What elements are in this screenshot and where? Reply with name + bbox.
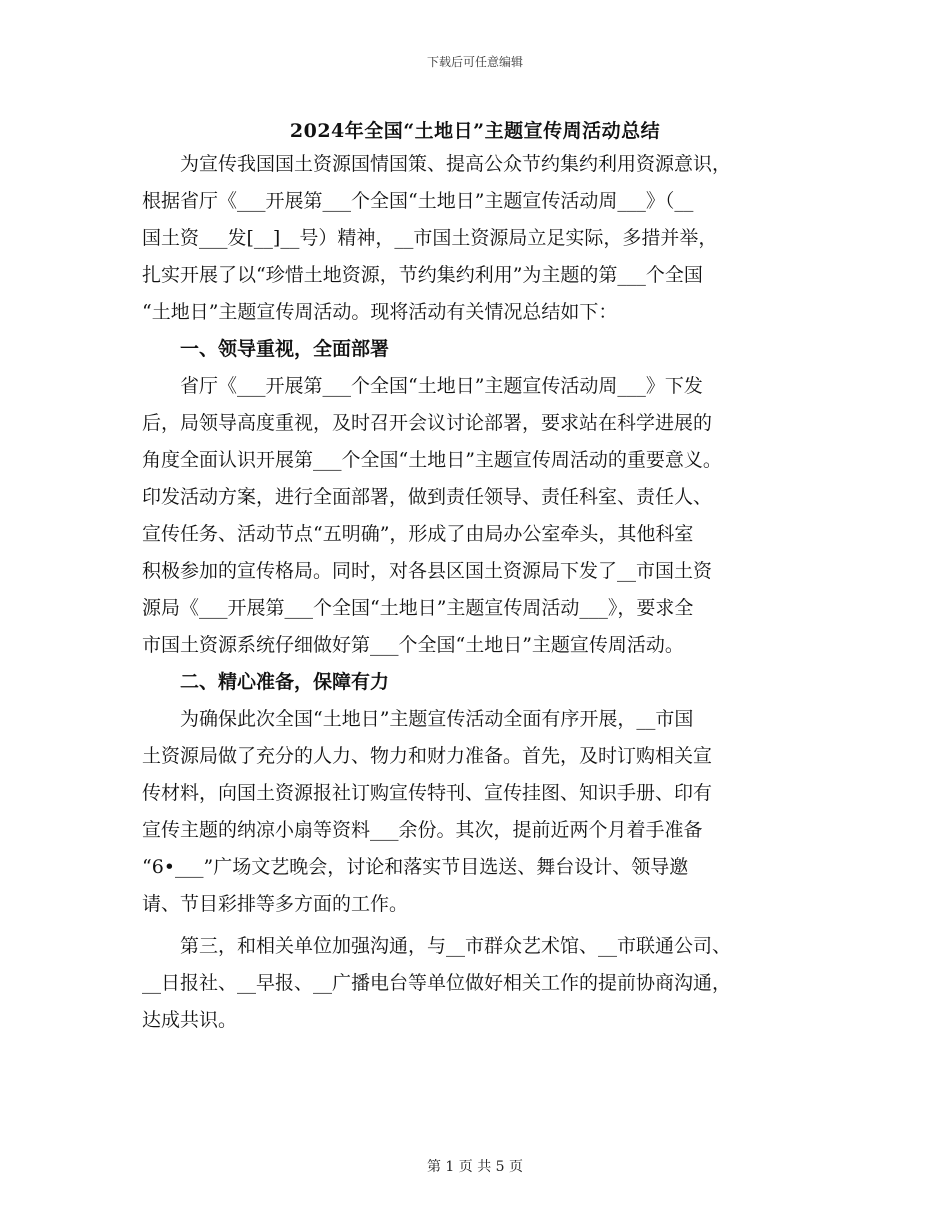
section-heading: 一、领导重视，全面部署 <box>180 338 390 360</box>
paragraph-line: 第三，和相关单位加强沟通，与__市群众艺术馆、__市联通公司、 <box>180 935 732 957</box>
page-number: 第 1 页 共 5 页 <box>426 1159 524 1175</box>
paragraph-line: “6•___”广场文艺晚会，讨论和落实节目选送、舞台设计、领导邀 <box>142 856 689 878</box>
paragraph-line: “土地日”主题宣传周活动。现将活动有关情况总结如下： <box>142 301 618 323</box>
paragraph-line: 积极参加的宣传格局。同时，对各县区国土资源局下发了__市国土资 <box>142 560 713 582</box>
paragraph-line: __日报社、__早报、__广播电台等单位做好相关工作的提前协商沟通， <box>142 972 732 994</box>
paragraph-line: 省厅《___开展第___个全国“土地日”主题宣传活动周___》下发 <box>180 375 703 397</box>
paragraph-line: 根据省厅《___开展第___个全国“土地日”主题宣传活动周___》（__ <box>142 190 694 212</box>
section-heading: 二、精心准备，保障有力 <box>180 671 390 693</box>
paragraph-line: 印发活动方案，进行全面部署，做到责任领导、责任科室、责任人、 <box>142 486 713 508</box>
paragraph-line: 源局《___开展第___个全国“土地日”主题宣传周活动___》，要求全 <box>142 597 694 619</box>
paragraph-line: 国土资___发[__]__号）精神，__市国土资源局立足实际，多措并举， <box>142 227 718 249</box>
paragraph-line: 土资源局做了充分的人力、物力和财力准备。首先，及时订购相关宣 <box>142 745 713 767</box>
paragraph-line: 角度全面认识开展第___个全国“土地日”主题宣传周活动的重要意义。 <box>142 449 722 471</box>
paragraph-line: 传材料，向国土资源报社订购宣传特刊、宣传挂图、知识手册、印有 <box>142 782 713 804</box>
paragraph-line: 扎实开展了以“珍惜土地资源，节约集约利用”为主题的第___个全国 <box>142 264 703 286</box>
paragraph-line: 后，局领导高度重视，及时召开会议讨论部署，要求站在科学进展的 <box>142 412 713 434</box>
paragraph-line: 宣传任务、活动节点“五明确”，形成了由局办公室牵头，其他科室 <box>142 523 694 545</box>
paragraph-line: 达成共识。 <box>142 1009 238 1031</box>
page-header-note: 下载后可任意编辑 <box>426 55 523 69</box>
paragraph-line: 请、节目彩排等多方面的工作。 <box>142 893 409 915</box>
paragraph-line: 为确保此次全国“土地日”主题宣传活动全面有序开展，__市国 <box>180 708 694 730</box>
paragraph-line: 宣传主题的纳凉小扇等资料___余份。其次，提前近两个月着手准备 <box>142 819 703 841</box>
paragraph-line: 市国土资源系统仔细做好第___个全国“土地日”主题宣传周活动。 <box>142 634 684 656</box>
paragraph-line: 为宣传我国国土资源国情国策、提高公众节约集约利用资源意识， <box>180 153 732 175</box>
document-body <box>142 146 810 1039</box>
document-title: 2024年全国“土地日”主题宣传周活动总结 <box>289 120 661 142</box>
